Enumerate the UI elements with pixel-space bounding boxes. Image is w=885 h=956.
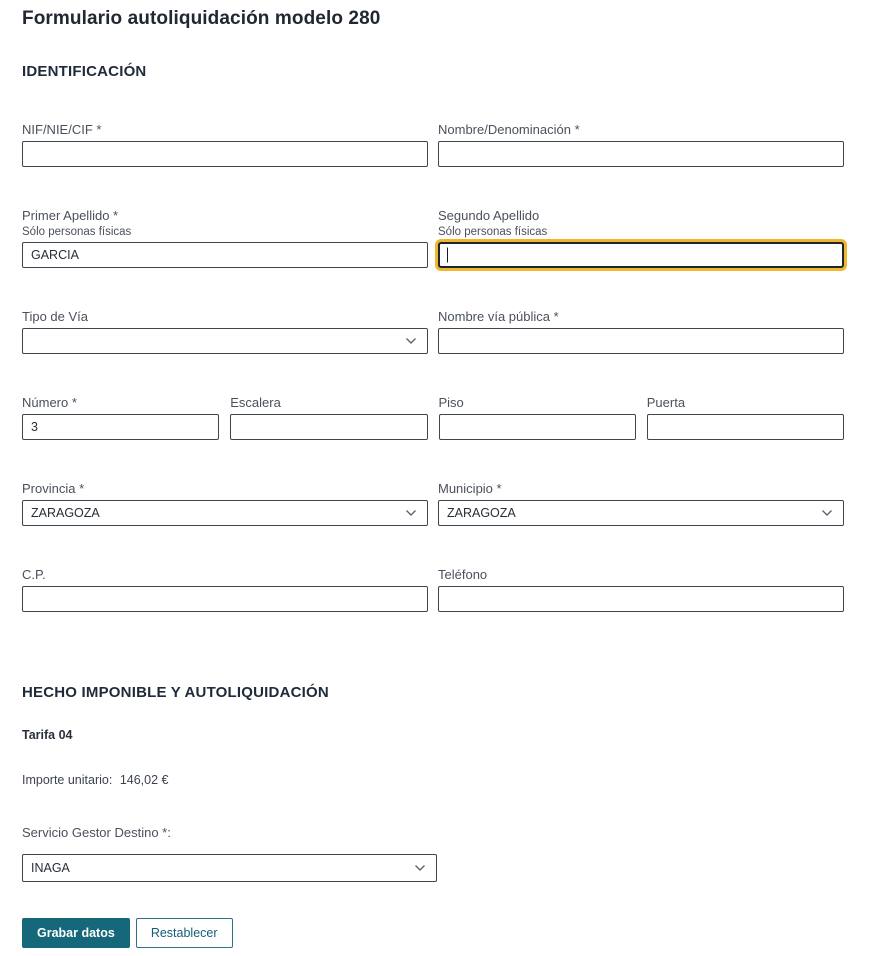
form-row-apellidos	[22, 208, 844, 268]
nombre-denominacion-label: Nombre/Denominación *	[438, 122, 580, 137]
primer-apellido-hint: Sólo personas físicas	[22, 226, 132, 238]
field-segundo-apellido	[438, 208, 844, 268]
form-row-nif-nombre	[22, 122, 844, 167]
provincia-select[interactable]	[22, 500, 428, 526]
telefono-input[interactable]	[438, 586, 844, 612]
servicio-gestor-select[interactable]	[22, 854, 437, 882]
field-cp	[22, 567, 428, 612]
chevron-down-icon	[405, 337, 417, 345]
form-row-numero-escalera-piso-puerta	[22, 395, 844, 440]
field-telefono	[438, 567, 844, 612]
field-municipio	[438, 481, 844, 526]
primer-apellido-label: Primer Apellido *	[22, 208, 119, 223]
puerta-label: Puerta	[646, 395, 686, 410]
grabar-datos-button[interactable]: Grabar datos	[22, 918, 130, 948]
field-numero	[22, 395, 219, 440]
provincia-select-value: ZARAGOZA	[31, 505, 100, 520]
form-actions	[22, 918, 844, 948]
puerta-input[interactable]	[647, 414, 844, 440]
segundo-apellido-label: Segundo Apellido	[438, 208, 540, 223]
provincia-label: Provincia *	[22, 481, 85, 496]
chevron-down-icon	[821, 509, 833, 517]
section-hecho-imponible-heading: HECHO IMPONIBLE Y AUTOLIQUIDACIÓN	[22, 684, 329, 701]
servicio-gestor-select-value: INAGA	[31, 860, 70, 875]
cp-input[interactable]	[22, 586, 428, 612]
importe-unitario-value: 146,02 €	[119, 773, 169, 787]
segundo-apellido-hint: Sólo personas físicas	[438, 226, 548, 238]
segundo-apellido-input[interactable]	[438, 242, 844, 268]
section-identificacion-heading: IDENTIFICACIÓN	[22, 63, 147, 80]
telefono-label: Teléfono	[438, 567, 488, 582]
field-nif	[22, 122, 428, 167]
escalera-input[interactable]	[230, 414, 427, 440]
nif-input[interactable]	[22, 141, 428, 167]
servicio-gestor-label: Servicio Gestor Destino *:	[22, 825, 171, 840]
nif-label: NIF/NIE/CIF *	[22, 122, 102, 137]
municipio-select[interactable]	[438, 500, 844, 526]
escalera-label: Escalera	[230, 395, 281, 410]
field-primer-apellido	[22, 208, 428, 268]
tarifa-text: Tarifa 04	[22, 728, 73, 742]
municipio-select-value: ZARAGOZA	[447, 505, 516, 520]
form-row-cp-telefono	[22, 567, 844, 612]
chevron-down-icon	[405, 509, 417, 517]
field-nombre-denominacion	[438, 122, 844, 167]
numero-input[interactable]	[22, 414, 219, 440]
chevron-down-icon	[414, 864, 426, 872]
form-row-via	[22, 309, 844, 354]
restablecer-button[interactable]: Restablecer	[136, 918, 233, 948]
nombre-via-label: Nombre vía pública *	[438, 309, 559, 324]
tipo-via-label: Tipo de Vía	[22, 309, 89, 324]
numero-label: Número *	[22, 395, 77, 410]
municipio-label: Municipio *	[438, 481, 502, 496]
form-row-provincia-municipio	[22, 481, 844, 526]
field-nombre-via	[438, 309, 844, 354]
piso-label: Piso	[438, 395, 464, 410]
tipo-via-select[interactable]	[22, 328, 428, 354]
page-title: Formulario autoliquidación modelo 280	[22, 8, 381, 29]
primer-apellido-input[interactable]	[22, 242, 428, 268]
field-escalera	[230, 395, 427, 440]
nombre-denominacion-input[interactable]	[438, 141, 844, 167]
importe-unitario-label: Importe unitario:	[22, 773, 113, 787]
field-puerta	[647, 395, 844, 440]
field-piso	[439, 395, 636, 440]
text-caret	[447, 248, 448, 263]
piso-input[interactable]	[439, 414, 636, 440]
field-tipo-via	[22, 309, 428, 354]
cp-label: C.P.	[22, 567, 46, 582]
segundo-apellido-focus-wrap	[438, 242, 844, 268]
field-provincia	[22, 481, 428, 526]
importe-unitario-line	[22, 773, 844, 787]
nombre-via-input[interactable]	[438, 328, 844, 354]
